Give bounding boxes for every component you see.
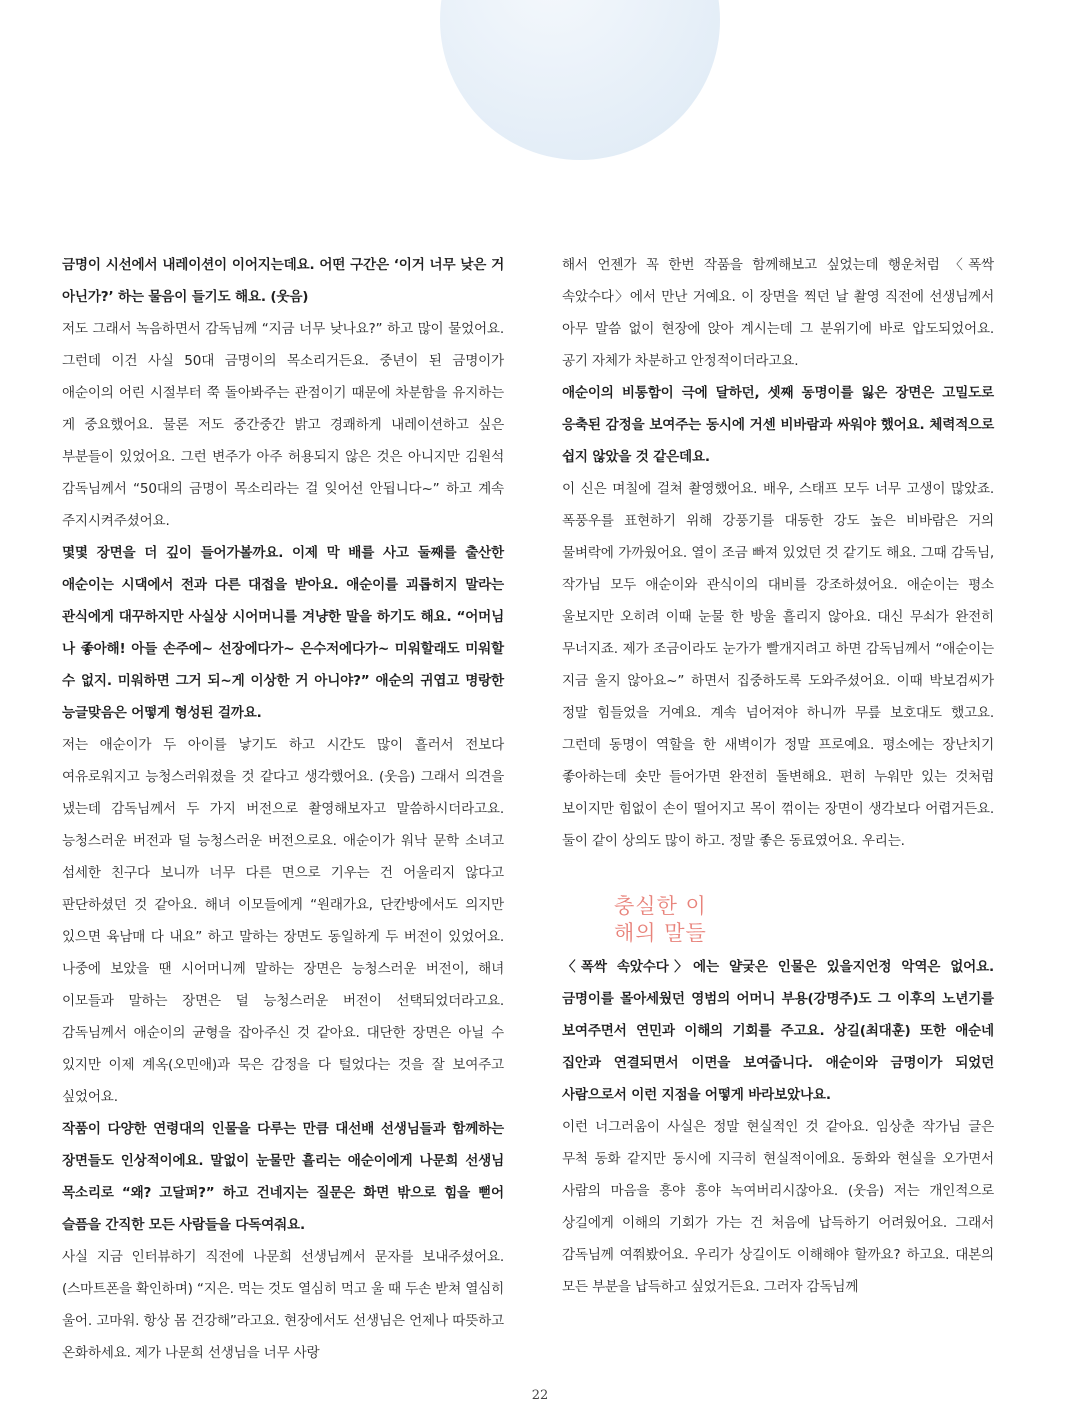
interview-answer: 저도 그래서 녹음하면서 감독님께 “지금 너무 낮나요?” 하고 많이 물었어요. 그런데 이건 사실 50대 금명이의 목소리거든요. 중년이 된 금명이가 애순이의 어린 시절부터 쭉 돌아봐주는 관점이기 때문에 차분함을 유지하는 게 중요했어요. 물론 저도 중간중간 밝고 경쾌하게 내레이션하고 싶은 부분들이 있었어요. 그런 변주가 아주 허용되지 않은 것은 아니지만 김원석 감독님께서 “50대의 금명이 목소리라는 걸 잊어선 안됩니다~” 하고 계속 주지시켜주셨어요.	[62, 321, 504, 529]
interview-answer: 해서 언젠가 꼭 한번 작품을 함께해보고 싶었는데 행운처럼 〈폭싹 속았수다〉에서 만난 거예요. 이 장면을 찍던 날 촬영 직전에 선생님께서 아무 말씀 없이 현장에 앉아 계시는데 그 분위기에 바로 압도되었어요. 공기 자체가 차분하고 안정적이더라고요.	[562, 257, 994, 369]
section-subheading: 충실한 이해의 말들	[614, 894, 707, 945]
left-column	[62, 249, 504, 1369]
interview-question: 작품이 다양한 연령대의 인물을 다루는 만큼 대선배 선생님들과 함께하는 장면들도 인상적이에요. 말없이 눈물만 흘리는 애순이에게 나문희 선생님 목소리로 “왜? 고달퍼?” 하고 건네지는 질문은 화면 밖으로 힘을 뻗어 슬픔을 간직한 모든 사람들을 다독여줘요.	[62, 1121, 504, 1233]
interview-answer: 이런 너그러움이 사실은 정말 현실적인 것 같아요. 임상춘 작가님 글은 무척 동화 같지만 동시에 지극히 현실적이에요. 동화와 현실을 오가면서 사람의 마음을 흥야 흥야 녹여버리시잖아요. (웃음) 저는 개인적으로 상길에게 이해의 기회가 가는 건 처음에 납득하기 어려웠어요. 그래서 감독님께 여쭤봤어요. 우리가 상길이도 이해해야 할까요? 하고요. 대본의 모든 부분을 납득하고 싶었거든요. 그러자 감독님께	[562, 1119, 994, 1295]
interview-question: 애순이의 비통함이 극에 달하던, 셋째 동명이를 잃은 장면은 고밀도로 응축된 감정을 보여주는 동시에 거센 비바람과 싸워야 했어요. 체력적으로 쉽지 않았을 것 같은데요.	[562, 385, 994, 465]
page-number: 22	[531, 1388, 549, 1403]
decorative-circle	[440, 0, 720, 160]
interview-question: 〈폭싹 속았수다〉에는 얄궂은 인물은 있을지언정 악역은 없어요. 금명이를 몰아세웠던 영범의 어머니 부용(강명주)도 그 이후의 노년기를 보여주면서 연민과 이해의 기회를 주고요. 상길(최대훈) 또한 애순네 집안과 연결되면서 이면을 보여줍니다. 애순이와 금명이가 되었던 사람으로서 이런 지점을 어떻게 바라보았나요.	[562, 959, 994, 1103]
interview-answer: 이 신은 며칠에 걸쳐 촬영했어요. 배우, 스태프 모두 너무 고생이 많았죠. 폭풍우를 표현하기 위해 강풍기를 대동한 강도 높은 비바람은 거의 물벼락에 가까웠어요. 열이 조금 빠져 있었던 것 같기도 해요. 그때 감독님, 작가님 모두 애순이와 관식이의 대비를 강조하셨어요. 애순이는 평소 울보지만 오히려 이때 눈물 한 방울 흘리지 않아요. 대신 무쇠가 완전히 무너지죠. 제가 조금이라도 눈가가 빨개지려고 하면 감독님께서 “애순이는 지금 울지 않아요~” 하면서 집중하도록 도와주셨어요. 이때 박보검씨가 정말 힘들었을 거예요. 계속 넘어져야 하니까 무릎 보호대도 했고요. 그런데 동명이 역할을 한 새벽이가 정말 프로예요. 평소에는 장난치기 좋아하는데 숏만 들어가면 완전히 돌변해요. 편히 누워만 있는 것처럼 보이지만 힘없이 손이 떨어지고 목이 꺾이는 장면이 생각보다 어렵거든요. 둘이 같이 상의도 많이 하고. 정말 좋은 동료였어요. 우리는.	[562, 481, 994, 849]
interview-answer: 저는 애순이가 두 아이를 낳기도 하고 시간도 많이 흘러서 전보다 여유로워지고 능청스러워졌을 것 같다고 생각했어요. (웃음) 그래서 의견을 냈는데 감독님께서 두 가지 버전으로 촬영해보자고 말씀하시더라고요. 능청스러운 버전과 덜 능청스러운 버전으로요. 애순이가 워낙 문학 소녀고 섬세한 친구다 보니까 너무 다른 면으로 기우는 건 어울리지 않다고 판단하셨던 것 같아요. 해녀 이모들에게 “원래가요, 단칸방에서도 의지만 있으면 육남매 다 내요” 하고 말하는 장면도 동일하게 두 버전이 있었어요. 나중에 보았을 땐 시어머니께 말하는 장면은 능청스러운 버전이, 해녀 이모들과 말하는 장면은 덜 능청스러운 버전이 선택되었더라고요. 감독님께서 애순이의 균형을 잡아주신 것 같아요. 대단한 장면은 아닐 수 있지만 이제 계옥(오민애)과 묵은 감정을 다 털었다는 것을 잘 보여주고 싶었어요.	[62, 737, 504, 1105]
interview-answer: 사실 지금 인터뷰하기 직전에 나문희 선생님께서 문자를 보내주셨어요. (스마트폰을 확인하며) “지은. 먹는 것도 열심히 먹고 울 때 두손 받쳐 열심히 울어. 고마워. 항상 몸 건강해”라고요. 현장에서도 선생님은 언제나 따뜻하고 온화하세요. 제가 나문희 선생님을 너무 사랑	[62, 1249, 504, 1361]
right-column	[562, 249, 994, 1303]
interview-question: 금명이 시선에서 내레이션이 이어지는데요. 어떤 구간은 ‘이거 너무 낮은 거 아닌가?’ 하는 물음이 들기도 해요. (웃음)	[62, 257, 504, 305]
interview-question: 몇몇 장면을 더 깊이 들어가볼까요. 이제 막 배를 사고 둘째를 출산한 애순이는 시댁에서 전과 다른 대접을 받아요. 애순이를 괴롭히지 말라는 관식에게 대꾸하지만 사실상 시어머니를 겨냥한 말을 하기도 해요. “어머님 나 좋아해! 아들 손주에~ 선장에다가~ 은수저에다가~ 미워할래도 미워할 수 없지. 미워하면 그거 되~게 이상한 거 아니야?” 애순의 귀엽고 명랑한 능글맞음은 어떻게 형성된 걸까요.	[62, 545, 504, 721]
